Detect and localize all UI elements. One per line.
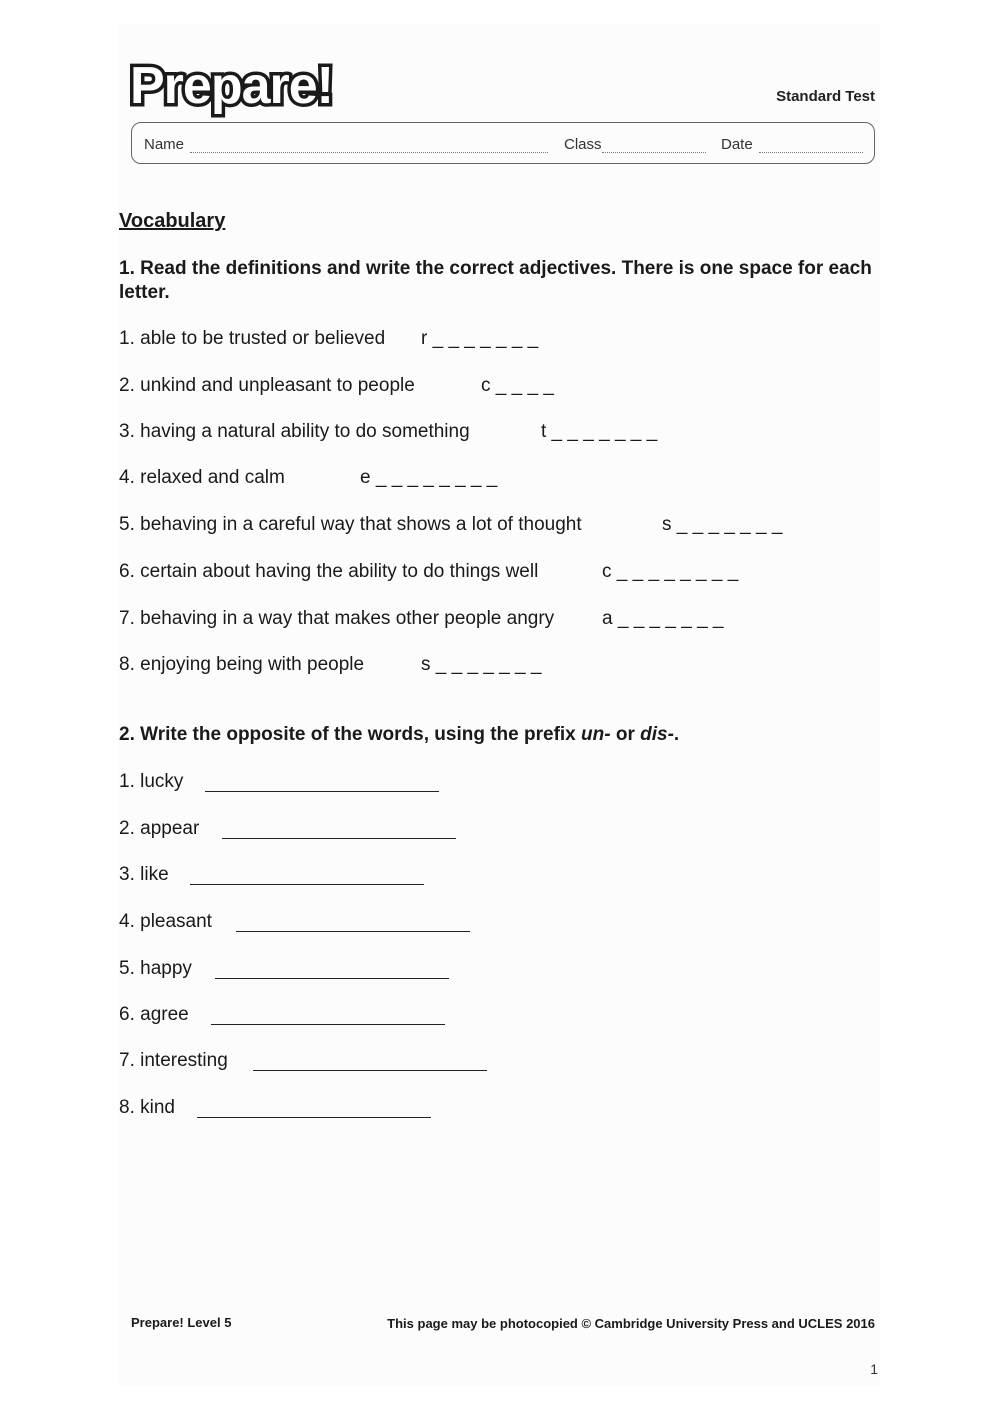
exercise2-word: 3. like [119, 864, 169, 885]
prefix-un: un- [581, 724, 611, 745]
student-info-box [131, 122, 875, 164]
exercise1-definition: 4. relaxed and calm [119, 467, 285, 488]
exercise2-answer-line[interactable] [211, 1024, 445, 1025]
footer-copyright: This page may be photocopied © Cambridge University Press and UCLES 2016 [387, 1316, 875, 1331]
exercise2-word: 2. appear [119, 818, 200, 839]
section-title: Vocabulary [119, 210, 226, 232]
exercise1-instruction: 1. Read the definitions and write the correct adjectives. There is one space for each letter. [119, 258, 872, 303]
test-type-label: Standard Test [776, 88, 875, 105]
worksheet-page [118, 24, 880, 1386]
exercise1-answer-blank[interactable]: c _ _ _ _ _ _ _ _ [602, 561, 739, 582]
exercise2-word: 6. agree [119, 1004, 189, 1025]
exercise1-answer-blank[interactable]: e _ _ _ _ _ _ _ _ [360, 467, 498, 488]
exercise2-answer-line[interactable] [205, 791, 439, 792]
exercise1-answer-blank[interactable]: a _ _ _ _ _ _ _ [602, 608, 724, 629]
exercise2-answer-line[interactable] [236, 931, 470, 932]
exercise2-word: 8. kind [119, 1097, 175, 1118]
exercise1-answer-blank[interactable]: t _ _ _ _ _ _ _ [541, 421, 658, 442]
name-label: Name [144, 136, 185, 153]
exercise2-word: 4. pleasant [119, 911, 212, 932]
date-label: Date [721, 136, 753, 153]
exercise1-definition: 5. behaving in a careful way that shows a lot of thought [119, 514, 582, 535]
exercise1-definition: 1. able to be trusted or believed [119, 328, 386, 349]
exercise1-answer-blank[interactable]: r _ _ _ _ _ _ _ [421, 328, 539, 349]
exercise2-word: 7. interesting [119, 1050, 228, 1071]
exercise2-answer-line[interactable] [215, 978, 449, 979]
exercise1-definition: 2. unkind and unpleasant to people [119, 375, 415, 396]
prepare-logo: Prepare! [130, 57, 333, 115]
name-field[interactable] [190, 152, 548, 153]
exercise1-definition: 8. enjoying being with people [119, 654, 365, 675]
exercise2-instruction: 2. Write the opposite of the words, using the prefix un- or dis-. [119, 724, 680, 745]
exercise1-definition: 3. having a natural ability to do something [119, 421, 470, 442]
exercise1-answer-blank[interactable]: s _ _ _ _ _ _ _ [421, 654, 542, 675]
exercise1-answer-blank[interactable]: s _ _ _ _ _ _ _ [662, 514, 783, 535]
class-field[interactable] [602, 152, 706, 153]
prefix-dis: dis- [640, 724, 674, 745]
exercise2-word: 5. happy [119, 958, 192, 979]
class-label: Class [564, 136, 602, 153]
page-number: 1 [870, 1361, 878, 1377]
exercise1-definition: 6. certain about having the ability to do things well [119, 561, 539, 582]
footer-level: Prepare! Level 5 [131, 1315, 232, 1330]
exercise2-answer-line[interactable] [222, 838, 456, 839]
exercise2-answer-line[interactable] [190, 884, 424, 885]
date-field[interactable] [759, 152, 863, 153]
exercise2-word: 1. lucky [119, 771, 184, 792]
exercise2-answer-line[interactable] [197, 1117, 431, 1118]
exercise2-answer-line[interactable] [253, 1070, 487, 1071]
exercise1-definition: 7. behaving in a way that makes other people angry [119, 608, 555, 629]
exercise1-answer-blank[interactable]: c _ _ _ _ [481, 375, 554, 396]
